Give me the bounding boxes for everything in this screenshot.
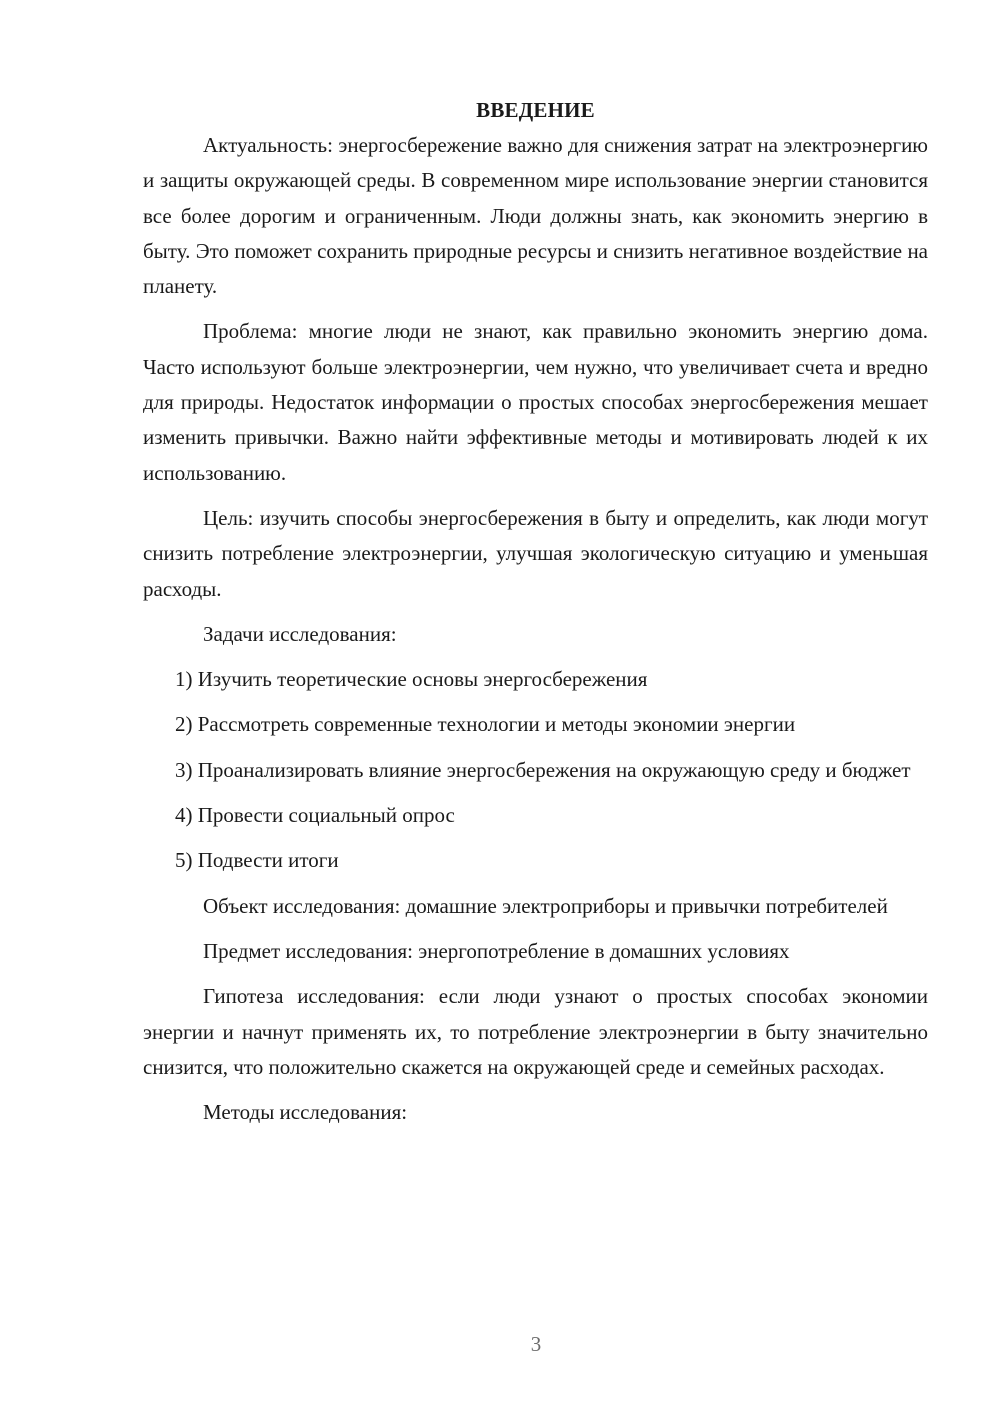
task-item-3: 3) Проанализировать влияние энергосбережения на окружающую среду и бюджет xyxy=(175,757,911,782)
task-item-4: 4) Провести социальный опрос xyxy=(175,803,455,828)
paragraph-object: Объект исследования: домашние электроприборы и привычки потребителей xyxy=(203,893,888,918)
paragraph-actuality: Актуальность: энергосбережение важно для снижения затрат на электроэнергию и защиты окружающей среды. В современном мире использование энергии становится все более дорогим и ограниченным. Люди должны знать, как экономить энергию в быту. Это поможет сохранить природные ресурсы и снизить негативное воздействие на планету. xyxy=(143,133,928,299)
task-item-2: 2) Рассмотреть современные технологии и методы экономии энергии xyxy=(175,712,796,737)
tasks-heading: Задачи исследования: xyxy=(203,621,397,646)
paragraph-problem: Проблема: многие люди не знают, как правильно экономить энергию дома. Часто используют больше электроэнергии, чем нужно, что увеличивает счета и вредно для природы. Недостаток информации о простых способах энергосбережения мешает изменить привычки. Важно найти эффективные методы и мотивировать людей к их использованию. xyxy=(143,319,928,485)
page-number: 3 xyxy=(530,1332,542,1356)
paragraph-methods: Методы исследования: xyxy=(203,1100,408,1125)
task-item-5: 5) Подвести итоги xyxy=(175,848,339,873)
paragraph-subject: Предмет исследования: энергопотребление в домашних условиях xyxy=(203,938,790,963)
task-item-1: 1) Изучить теоретические основы энергосбережения xyxy=(175,667,648,692)
paragraph-goal: Цель: изучить способы энергосбережения в быту и определить, как люди могут снизить потребление электроэнергии, улучшая экологическую ситуацию и уменьшая расходы. xyxy=(143,505,928,601)
document-page xyxy=(143,92,928,1140)
paragraph-hypothesis: Гипотеза исследования: если люди узнают о простых способах экономии энергии и начнут применять их, то потребление электроэнергии в быту значительно снизится, что положительно скажется на окружающей среде и семейных расходах. xyxy=(143,984,928,1079)
page-title: ВВЕДЕНИЕ xyxy=(476,98,595,122)
